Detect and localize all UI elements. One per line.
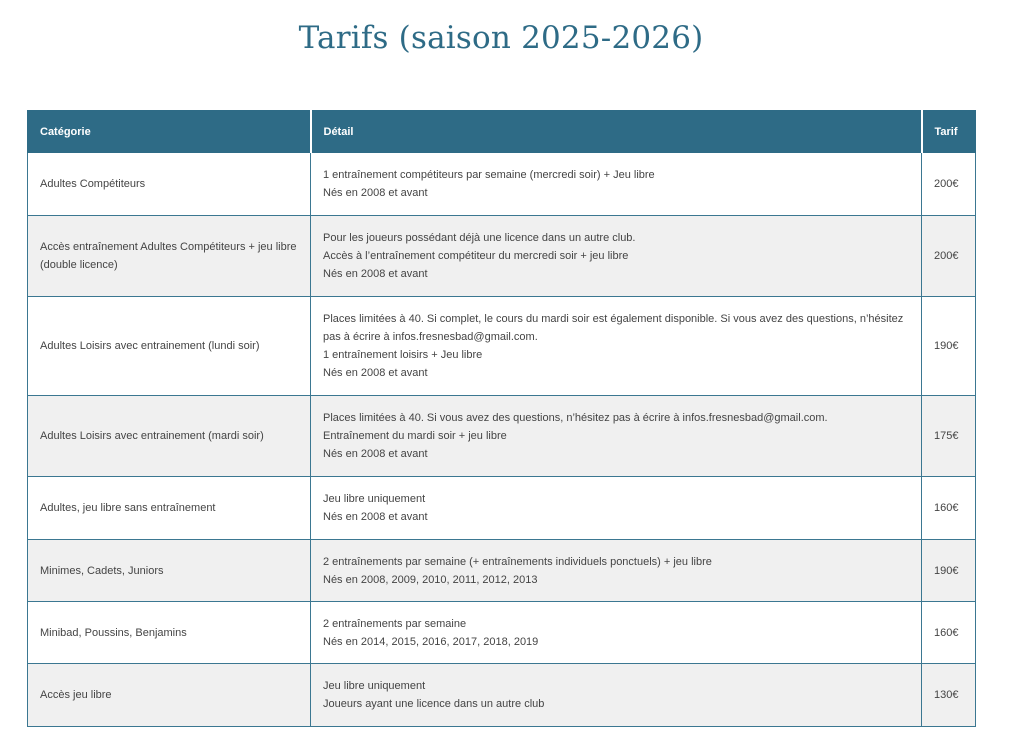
- detail-line: Nés en 2008 et avant: [323, 187, 428, 199]
- table-row: [28, 477, 976, 540]
- detail-line: 1 entraînement compétiteurs par semaine (mercredi soir) + Jeu libre: [323, 169, 655, 181]
- detail-line: Accès à l’entraînement compétiteur du mercredi soir + jeu libre: [323, 250, 629, 262]
- row-price: 130€: [922, 664, 976, 727]
- table-header-row: [28, 111, 976, 153]
- detail-line: Nés en 2008 et avant: [323, 268, 428, 280]
- row-category: Accès jeu libre: [28, 664, 311, 727]
- table-row: [28, 216, 976, 297]
- detail-line: Nés en 2008 et avant: [323, 367, 428, 379]
- row-price: 175€: [922, 396, 976, 477]
- row-detail: [311, 664, 922, 727]
- table-row: [28, 396, 976, 477]
- row-category: Adultes, jeu libre sans entraînement: [28, 477, 311, 540]
- detail-line: Nés en 2008 et avant: [323, 448, 428, 460]
- detail-line: Jeu libre uniquement: [323, 493, 426, 505]
- row-detail: [311, 477, 922, 540]
- detail-line: Jeu libre uniquement: [323, 680, 426, 692]
- detail-line: Joueurs ayant une licence dans un autre club: [323, 698, 545, 710]
- row-category: Minibad, Poussins, Benjamins: [28, 602, 311, 664]
- header-categorie: Catégorie: [28, 111, 311, 153]
- row-detail: [311, 602, 922, 664]
- detail-line: Places limitées à 40. Si complet, le cours du mardi soir est également disponible. Si vous avez des questions, n’hésitez pas à écrire à infos.fresnesbad@gmail.com.: [323, 313, 904, 343]
- row-detail: [311, 396, 922, 477]
- table-row: [28, 297, 976, 396]
- row-detail: [311, 216, 922, 297]
- row-category: Adultes Compétiteurs: [28, 153, 311, 216]
- page-title: Tarifs (saison 2025-2026): [298, 20, 704, 56]
- detail-line: Pour les joueurs possédant déjà une licence dans un autre club.: [323, 232, 636, 244]
- row-price: 160€: [922, 602, 976, 664]
- detail-line: 2 entraînements par semaine: [323, 617, 467, 630]
- row-price: 160€: [922, 477, 976, 540]
- detail-line: Places limitées à 40. Si vous avez des questions, n’hésitez pas à écrire à infos.fresnesbad@gmail.com.: [323, 412, 828, 424]
- row-category: Accès entraînement Adultes Compétiteurs + jeu libre (double licence): [28, 216, 311, 297]
- table-row: [28, 602, 976, 664]
- detail-line: Nés en 2008, 2009, 2010, 2011, 2012, 2013: [323, 573, 538, 586]
- table-row: [28, 664, 976, 727]
- table-row: [28, 153, 976, 216]
- row-price: 200€: [922, 153, 976, 216]
- header-detail: Détail: [311, 111, 922, 153]
- row-category: Adultes Loisirs avec entrainement (lundi soir): [28, 297, 311, 396]
- detail-line: 2 entraînements par semaine (+ entraînements individuels ponctuels) + jeu libre: [323, 555, 712, 568]
- detail-line: Entraînement du mardi soir + jeu libre: [323, 430, 507, 442]
- header-tarif: Tarif: [922, 111, 976, 153]
- detail-line: Nés en 2014, 2015, 2016, 2017, 2018, 2019: [323, 635, 539, 648]
- row-price: 190€: [922, 297, 976, 396]
- detail-line: Nés en 2008 et avant: [323, 511, 428, 523]
- row-price: 200€: [922, 216, 976, 297]
- detail-line: 1 entraînement loisirs + Jeu libre: [323, 349, 483, 361]
- table-row: [28, 540, 976, 602]
- row-price: 190€: [922, 540, 976, 602]
- row-category: Adultes Loisirs avec entrainement (mardi soir): [28, 396, 311, 477]
- tarifs-table: [27, 110, 976, 727]
- row-detail: [311, 540, 922, 602]
- row-detail: [311, 153, 922, 216]
- row-detail: [311, 297, 922, 396]
- row-category: Minimes, Cadets, Juniors: [28, 540, 311, 602]
